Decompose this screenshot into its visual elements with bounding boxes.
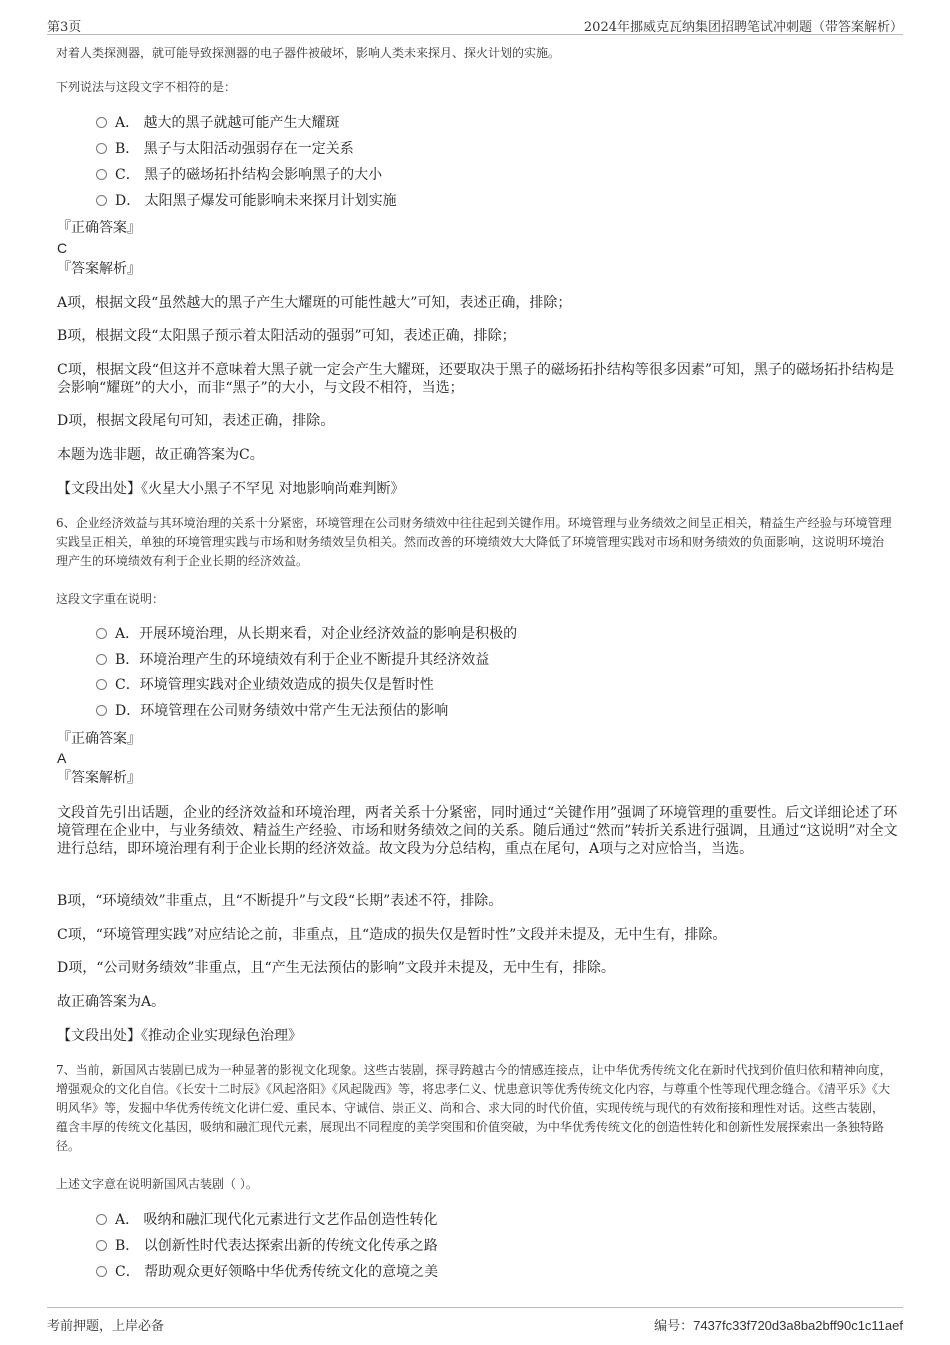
q6-answer-label: 『正确答案』 <box>57 731 141 747</box>
radio-icon[interactable] <box>96 628 107 639</box>
q7-stem: 7、当前，新国风古装剧已成为一种显著的影视文化现象。这些古装剧，探寻跨越古今的情感连接点，让中华优秀传统文化在新时代找到价值归依和精神向度，增强观众的文化自信。《长安十二时辰》《风起洛阳》《风起陇西》等，将忠孝仁义、忧患意识等优秀传统文化内容，与尊重个性等现代理念缝合。《清平乐》《大明风华》等，发掘中华优秀传统文化讲仁爱、重民本、守诚信、崇正义、尚和合、求大同的时代价值，实现传统与现代的有效衔接和理性对话。这些古装剧，蕴含丰厚的传统文化基因，吸纳和融汇现代元素，展现出不同程度的美学突围和价值突破，为中华优秀传统文化的创造性转化和创新性发展探索出一条独特路径。 <box>56 1063 892 1153</box>
radio-icon[interactable] <box>96 1240 107 1251</box>
q5-prompt: 下列说法与这段文字不相符的是： <box>56 80 237 94</box>
document-title: 2024年挪威克瓦纳集团招聘笔试冲刺题（带答案解析） <box>583 20 903 35</box>
q5-analysis-c: C项，根据文段“但这并不意味着大黑子就一定会产生大耀斑，还要取决于黑子的磁场拓扑结构等很多因素”可知，黑子的磁场拓扑结构是会影响“耀斑”的大小，而非“黑子”的大小，与文段不相符，当选； <box>57 362 895 396</box>
q6-stem: 6、企业经济效益与其环境治理的关系十分紧密，环境管理在公司财务绩效中往往起到关键作用。环境管理与业务绩效之间呈正相关，精益生产经验与环境管理实践呈正相关，单独的环境管理实践与市场和财务绩效呈负相关。然而改善的环境绩效大大降低了环境管理实践对市场和财务绩效的负面影响，这说明环境治理产生的环境绩效有利于企业长期的经济效益。 <box>56 516 892 568</box>
radio-icon[interactable] <box>96 1266 107 1277</box>
q6-prompt: 这段文字重在说明： <box>56 592 165 606</box>
q6-analysis-d: D项，“公司财务绩效”非重点，且“产生无法预估的影响”文段并未提及，无中生有，排除。 <box>57 960 615 976</box>
q5-option-d[interactable]: D． 太阳黑子爆发可能影响未来探月计划实施 <box>96 192 397 210</box>
q7-option-b[interactable]: B． 以创新性时代表达探索出新的传统文化传承之路 <box>96 1237 438 1255</box>
q6-analysis-label: 『答案解析』 <box>57 770 141 786</box>
q5-analysis-a: A项，根据文段“虽然越大的黑子产生大耀斑的可能性越大”可知，表述正确，排除； <box>57 295 572 311</box>
q5-analysis-d: D项，根据文段尾句可知，表述正确，排除。 <box>57 413 335 429</box>
q5-passage-tail: 对着人类探测器，就可能导致探测器的电子器件被破坏，影响人类未来探月、探火计划的实施。 <box>56 46 561 60</box>
radio-icon[interactable] <box>96 169 107 180</box>
q7-prompt: 上述文字意在说明新国风古装剧（ ）。 <box>56 1177 258 1191</box>
q5-answer-label: 『正确答案』 <box>57 220 141 236</box>
q6-option-b[interactable]: B．环境治理产生的环境绩效有利于企业不断提升其经济效益 <box>96 651 489 669</box>
page-footer <box>47 1307 903 1336</box>
page-number: 第3页 <box>47 20 82 35</box>
q6-conclusion: 故正确答案为A。 <box>57 994 166 1010</box>
q5-option-c[interactable]: C． 黑子的磁场拓扑结构会影响黑子的大小 <box>96 166 382 184</box>
page-header <box>47 14 903 35</box>
q6-answer: A <box>57 750 67 766</box>
radio-icon[interactable] <box>96 117 107 128</box>
q6-analysis-c: C项，“环境管理实践”对应结论之前，非重点，且“造成的损失仅是暂时性”文段并未提及，无中生有，排除。 <box>57 927 727 943</box>
radio-icon[interactable] <box>96 654 107 665</box>
document-id: 编号：7437fc33f720d3a8ba2bff90c1c11aef <box>654 1318 903 1333</box>
q5-source: 【文段出处】《火星大小黑子不罕见 对地影响尚难判断》 <box>57 481 405 497</box>
radio-icon[interactable] <box>96 143 107 154</box>
radio-icon[interactable] <box>96 195 107 206</box>
q6-option-a[interactable]: A．开展环境治理，从长期来看，对企业经济效益的影响是积极的 <box>96 625 517 643</box>
q5-answer: C <box>57 240 68 256</box>
q6-source: 【文段出处】《推动企业实现绿色治理》 <box>57 1028 302 1044</box>
q5-option-a[interactable]: A． 越大的黑子就越可能产生大耀斑 <box>96 114 340 132</box>
radio-icon[interactable] <box>96 679 107 690</box>
radio-icon[interactable] <box>96 705 107 716</box>
footer-slogan: 考前押题，上岸必备 <box>47 1319 165 1334</box>
q6-analysis-summary: 文段首先引出话题，企业的经济效益和环境治理，两者关系十分紧密，同时通过“关键作用”强调了环境管理的重要性。后文详细论述了环境管理在企业中，与业务绩效、精益生产经验、市场和财务绩效之间的关系。随后通过“然而”转折关系进行强调，且通过“这说明”对全文进行总结，即环境治理有利于企业长期的经济效益。故文段为分总结构，重点在尾句，A项与之对应恰当，当选。 <box>57 805 898 857</box>
q7-option-c[interactable]: C． 帮助观众更好领略中华优秀传统文化的意境之美 <box>96 1263 438 1281</box>
q5-conclusion: 本题为选非题，故正确答案为C。 <box>57 447 264 463</box>
q6-analysis-b: B项，“环境绩效”非重点，且“不断提升”与文段“长期”表述不符，排除。 <box>57 893 503 909</box>
q6-option-c[interactable]: C．环境管理实践对企业绩效造成的损失仅是暂时性 <box>96 676 434 694</box>
q5-analysis-label: 『答案解析』 <box>57 261 141 277</box>
radio-icon[interactable] <box>96 1214 107 1225</box>
q5-analysis-b: B项，根据文段“太阳黑子预示着太阳活动的强弱”可知，表述正确，排除； <box>57 328 516 344</box>
q6-option-d[interactable]: D．环境管理在公司财务绩效中常产生无法预估的影响 <box>96 702 448 720</box>
q7-option-a[interactable]: A． 吸纳和融汇现代化元素进行文艺作品创造性转化 <box>96 1211 438 1229</box>
q5-option-b[interactable]: B． 黑子与太阳活动强弱存在一定关系 <box>96 140 354 158</box>
